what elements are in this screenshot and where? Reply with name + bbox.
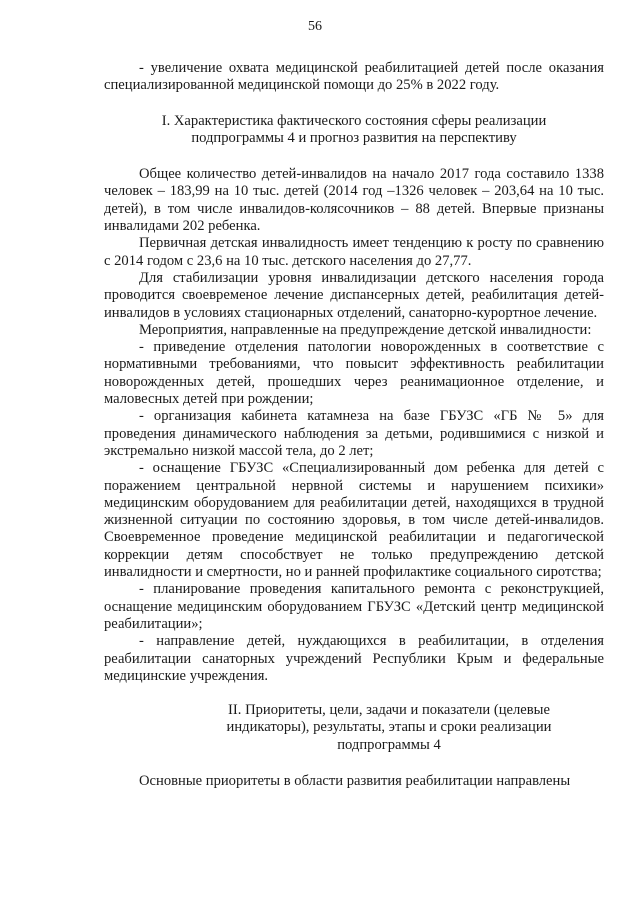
document-body (104, 60, 604, 790)
paragraph-stabilization: Для стабилизации уровня инвалидизации детского населения города проводится своевременое лечение диспансерных детей, реабилитация детей-инвалидов в условиях стационарных отделений, санаторно-курортное лечение. (104, 269, 604, 321)
paragraph-measures-intro: Мероприятия, направленные на предупреждение детской инвалидности: (139, 321, 592, 338)
list-item-childrens-home-equipment: - оснащение ГБУЗС «Специализированный дом ребенка для детей с поражением центральной нервной системы и нарушением психики» медицинским оборудованием для реабилитации детей, находящихся в трудной жизненной ситуации по состоянию здоровья, в том числе детей-инвалидов. Своевременное проведение медицинской реабилитации и педагогической коррекции детям способствует не только предупреждению детской инвалидности и смертности, но и ранней профилактике социального сиротства; (104, 460, 604, 581)
list-item-repair-planning: - планирование проведения капитального ремонта с реконструкцией, оснащение медицинским оборудованием ГБУЗС «Детский центр медицинской реабилитации»; (104, 581, 604, 632)
paragraph-coverage-goal: - увеличение охвата медицинской реабилитацией детей после оказания специализированной медицинской помощи до 25% в 2022 году. (104, 60, 604, 94)
section-heading-2-line-2: индикаторы), результаты, этапы и сроки реализации (226, 719, 552, 736)
paragraph-priorities: Основные приоритеты в области развития реабилитации направлены (139, 772, 571, 789)
paragraph-disabled-children-count: Общее количество детей-инвалидов на начало 2017 года составило 1338 человек – 183,99 на 10 тыс. детей (2014 год –1326 человек – 203,64 на 10 тыс. детей), в том числе инвалидов-колясочников – 88 детей. Впервые признаны инвалидами 202 ребенка. (104, 166, 604, 235)
page-number: 56 (308, 19, 322, 34)
section-heading-2-line-1: II. Приоритеты, цели, задачи и показатели (целевые (228, 702, 550, 719)
section-heading-1 (104, 113, 604, 148)
list-item-catamnesis-office: - организация кабинета катамнеза на базе ГБУЗС «ГБ № 5» для проведения динамического наблюдения за детьми, родившимися с низкой и экстремально низкой массой тела, до 2 лет; (104, 408, 604, 459)
section-heading-2-line-3: подпрограммы 4 (337, 736, 441, 753)
section-heading-2 (104, 702, 604, 754)
list-item-referral: - направление детей, нуждающихся в реабилитации, в отделения реабилитации санаторных учреждений Республики Крым и федеральные медицинские учреждения. (104, 633, 604, 684)
list-item-newborn-department: - приведение отделения патологии новорожденных в соответствие с нормативными требованиями, что повысит эффективность реабилитации новорожденных детей, прошедших через реанимационное отделение, и маловесных детей при рождении; (104, 339, 604, 408)
paragraph-primary-disability: Первичная детская инвалидность имеет тенденцию к росту по сравнению с 2014 годом с 23,6 на 10 тыс. детского населения до 27,77. (104, 235, 604, 269)
section-heading-1-line-1: I. Характеристика фактического состояния сферы реализации (161, 112, 547, 129)
section-heading-1-line-2: подпрограммы 4 и прогноз развития на перспективу (191, 129, 517, 146)
